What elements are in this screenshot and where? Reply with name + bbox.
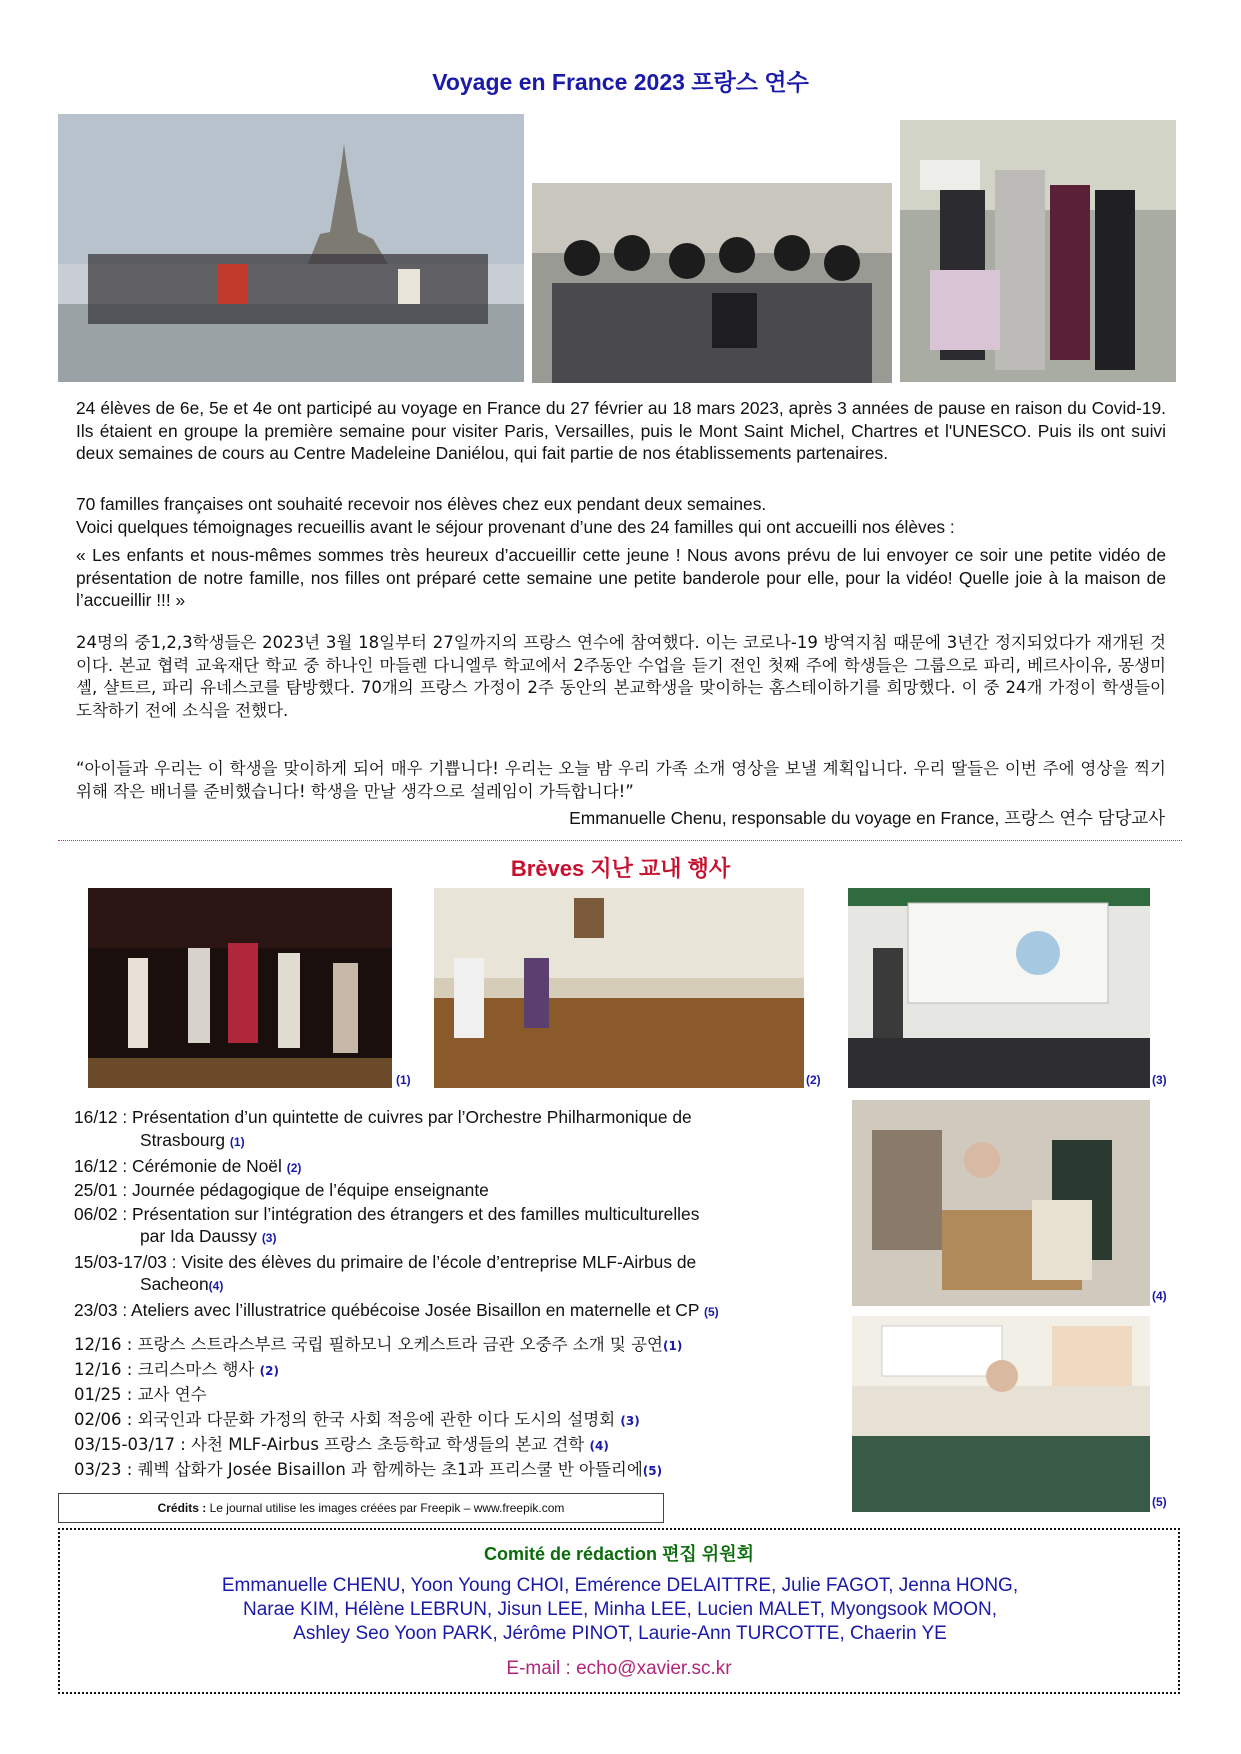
event-fr-1: 16/12 : Présentation d’un quintette de cuivres par l’Orchestre Philharmonique de	[74, 1107, 692, 1127]
event-ko-1: 12/16 : 프랑스 스트라스부르 국립 필하모니 오케스트라 금관 오중주 소개 및 공연(1)	[74, 1335, 683, 1354]
event-fr-4-cont: par Ida Daussy (3)	[140, 1226, 277, 1246]
event-fr-5: 15/03-17/03 : Visite des élèves du primaire de l’école d’entreprise MLF-Airbus de	[74, 1252, 697, 1272]
event-fr-4: 06/02 : Présentation sur l’intégration des étrangers et des familles multiculturelles	[74, 1204, 700, 1224]
students-with-host-family-photo	[900, 120, 1176, 382]
event-fr-3: 25/01 : Journée pédagogique de l’équipe enseignante	[74, 1180, 489, 1200]
event-fr-6: 23/03 : Ateliers avec l’illustratrice québécoise Josée Bisaillon en maternelle et CP (5)	[74, 1300, 719, 1320]
breves-title: Brèves 지난 교내 행사	[510, 856, 731, 881]
event-ko-6: 03/23 : 퀘벡 삽화가 Josée Bisaillon 과 함께하는 초1과 프리스쿨 반 아뜰리에(5)	[74, 1460, 663, 1479]
section-divider	[58, 840, 1182, 841]
testimony-fr: « Les enfants et nous-mêmes sommes très heureux d’accueillir cette jeune ! Nous avons prévu de lui envoyer ce soir une petite vidéo de présentation de notre famille, nos filles ont préparé cette semaine une petite banderole pour elle, pour la vidéo! Quelle joie à la maison de l’accueillir !!! »	[76, 545, 1166, 611]
credits-box: Crédits : Le journal utilise les images créées par Freepik – www.freepik.com	[58, 1493, 664, 1523]
contact-email[interactable]: E-mail : echo@xavier.sc.kr	[506, 1658, 732, 1679]
committee-title: Comité de rédaction 편집 위원회	[484, 1544, 754, 1564]
mont-saint-michel-group-photo	[58, 114, 524, 382]
article-paragraph-fr-2: 70 familles françaises ont souhaité recevoir nos élèves chez eux pendant deux semaines.	[76, 494, 767, 514]
article-paragraph-fr-3: Voici quelques témoignages recueillis avant le séjour provenant d’une des 24 familles qui ont accueilli nos élèves :	[76, 517, 955, 537]
photo-ref-3: (3)	[1152, 1073, 1167, 1087]
article-paragraph-ko: 24명의 중1,2,3학생들은 2023년 3월 18일부터 27일까지의 프랑스 연수에 참여했다. 이는 코로나-19 방역지침 때문에 3년간 정지되었다가 재개된 것이다. 본교 협력 교육재단 학교 중 하나인 마들렌 다니엘루 학교에서 2주동안 수업을 듣기 전인 첫째 주에 학생들은 그룹으로 파리, 베르사이유, 몽생미셸, 샬트르, 파리 유네스코를 탐방했다. 70개의 프랑스 가정이 2주 동안의 본교학생을 맞이하는 홈스테이하기를 희망했다. 이 중 24개 가정이 학생들이 도착하기 전에 소식을 전했다.	[76, 633, 1166, 720]
illustrator-workshop-photo	[852, 1316, 1150, 1512]
event-fr-2: 16/12 : Cérémonie de Noël (2)	[74, 1156, 302, 1176]
article-paragraph-fr-1: 24 élèves de 6e, 5e et 4e ont participé au voyage en France du 27 février au 18 mars 2023, après 3 années de pause en raison du Covid-19. Ils étaient en groupe la première semaine pour visiter Paris, Versailles, puis le Mont Saint Michel, Chartres et l'UNESCO. Puis ils ont suivi deux semaines de cours au Centre Madeleine Daniélou, qui fait partie de nos établissements partenaires.	[76, 398, 1166, 464]
event-ko-3: 01/25 : 교사 연수	[74, 1385, 207, 1404]
students-in-berets-photo	[532, 183, 892, 383]
airbus-school-visit-photo	[852, 1100, 1150, 1306]
page-title: Voyage en France 2023 프랑스 연수	[432, 69, 809, 95]
event-ko-4: 02/06 : 외국인과 다문화 가정의 한국 사회 적응에 관한 이다 도시의 설명회 (3)	[74, 1410, 640, 1429]
photo-ref-5: (5)	[1152, 1495, 1167, 1509]
event-ko-2: 12/16 : 크리스마스 행사 (2)	[74, 1360, 279, 1379]
committee-members: Emmanuelle CHENU, Yoon Young CHOI, Emérence DELAITTRE, Julie FAGOT, Jenna HONG, Narae KIM, Hélène LEBRUN, Jisun LEE, Minha LEE, Lucien MALET, Myongsook MOON, Ashley Seo Yoon PARK, Jérôme PINOT, Laurie-Ann TURCOTTE, Chaerin YE	[221, 1575, 1019, 1644]
signature: Emmanuelle Chenu, responsable du voyage en France, 프랑스 연수 담당교사	[569, 808, 1165, 828]
photo-ref-1: (1)	[396, 1073, 411, 1087]
multicultural-presentation-photo	[848, 888, 1150, 1088]
brass-quintet-concert-photo	[88, 888, 392, 1088]
editorial-committee-box	[58, 1528, 1180, 1694]
testimony-ko: “아이들과 우리는 이 학생을 맞이하게 되어 매우 기쁩니다! 우리는 오늘 밤 우리 가족 소개 영상을 보낼 계획입니다. 우리 딸들은 이번 주에 영상을 찍기 위해 작은 배너를 준비했습니다! 학생을 만날 생각으로 설레임이 가득합니다!”	[76, 759, 1166, 801]
event-fr-5-cont: Sacheon(4)	[140, 1274, 224, 1294]
event-ko-5: 03/15-03/17 : 사천 MLF-Airbus 프랑스 초등학교 학생들의 본교 견학 (4)	[74, 1435, 609, 1454]
christmas-ceremony-photo	[434, 888, 804, 1088]
photo-ref-4: (4)	[1152, 1289, 1167, 1303]
event-fr-1-cont: Strasbourg (1)	[140, 1130, 245, 1150]
photo-ref-2: (2)	[806, 1073, 821, 1087]
